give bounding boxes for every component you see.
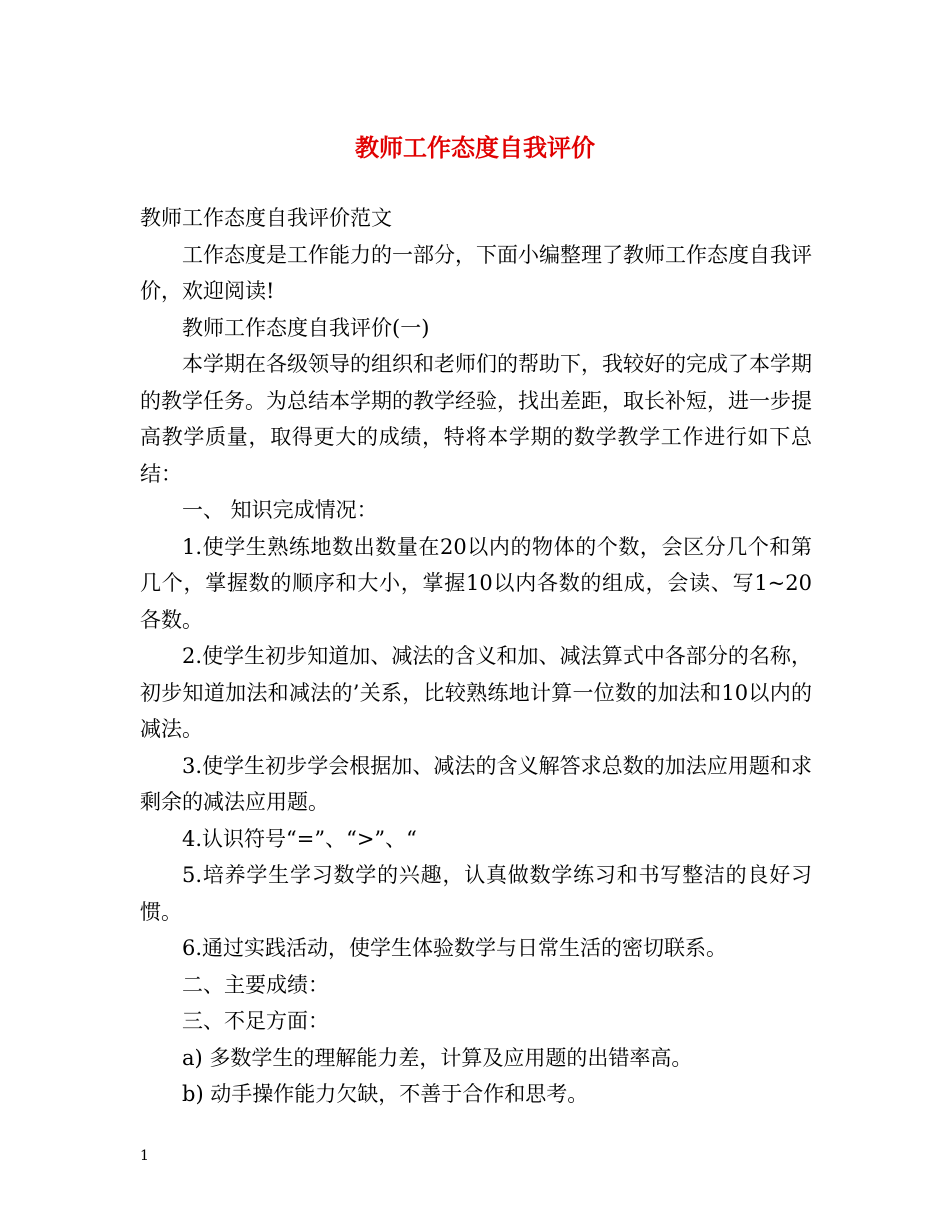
summary-paragraph: 本学期在各级领导的组织和老师们的帮助下，我较好的完成了本学期的教学任务。为总结本学期的教学经验，找出差距，取长补短，进一步提高教学质量，取得更大的成绩，特将本学期的数学教学工作进行如下总结： xyxy=(140,352,812,486)
shortcoming-a: a) 多数学生的理解能力差，计算及应用题的出错率高。 xyxy=(182,1045,693,1070)
document-body xyxy=(140,200,812,1113)
page-title: 教师工作态度自我评价 xyxy=(355,133,595,162)
list-item-5: 5.培养学生学习数学的兴趣，认真做数学练习和书写整洁的良好习惯。 xyxy=(140,863,812,924)
list-item-4: 4.认识符号“=”、“>”、“ xyxy=(182,826,417,851)
page-number: 1 xyxy=(140,1148,149,1164)
knowledge-heading: 一、 知识完成情况： xyxy=(182,498,378,522)
list-item-6: 6.通过实践活动，使学生体验数学与日常生活的密切联系。 xyxy=(182,936,728,960)
subtitle-paragraph: 教师工作态度自我评价范文 xyxy=(140,206,392,230)
achievements-heading: 二、主要成绩： xyxy=(182,972,329,997)
shortcoming-b: b) 动手操作能力欠缺，不善于合作和思考。 xyxy=(182,1082,589,1106)
list-item-2: 2.使学生初步知道加、减法的含义和加、减法算式中各部分的名称，初步知道加法和减法的’关系，比较熟练地计算一位数的加法和10以内的减法。 xyxy=(140,644,812,741)
intro-paragraph: 工作态度是工作能力的一部分，下面小编整理了教师工作态度自我评价，欢迎阅读! xyxy=(140,242,812,303)
shortcomings-heading: 三、不足方面： xyxy=(182,1009,329,1033)
list-item-1: 1.使学生熟练地数出数量在20以内的物体的个数，会区分几个和第几个，掌握数的顺序和大小，掌握10以内各数的组成，会读、写1~20各数。 xyxy=(140,534,812,632)
section-heading: 教师工作态度自我评价(一) xyxy=(182,315,430,340)
list-item-3: 3.使学生初步学会根据加、减法的含义解答求总数的加法应用题和求剩余的减法应用题。 xyxy=(140,753,812,814)
